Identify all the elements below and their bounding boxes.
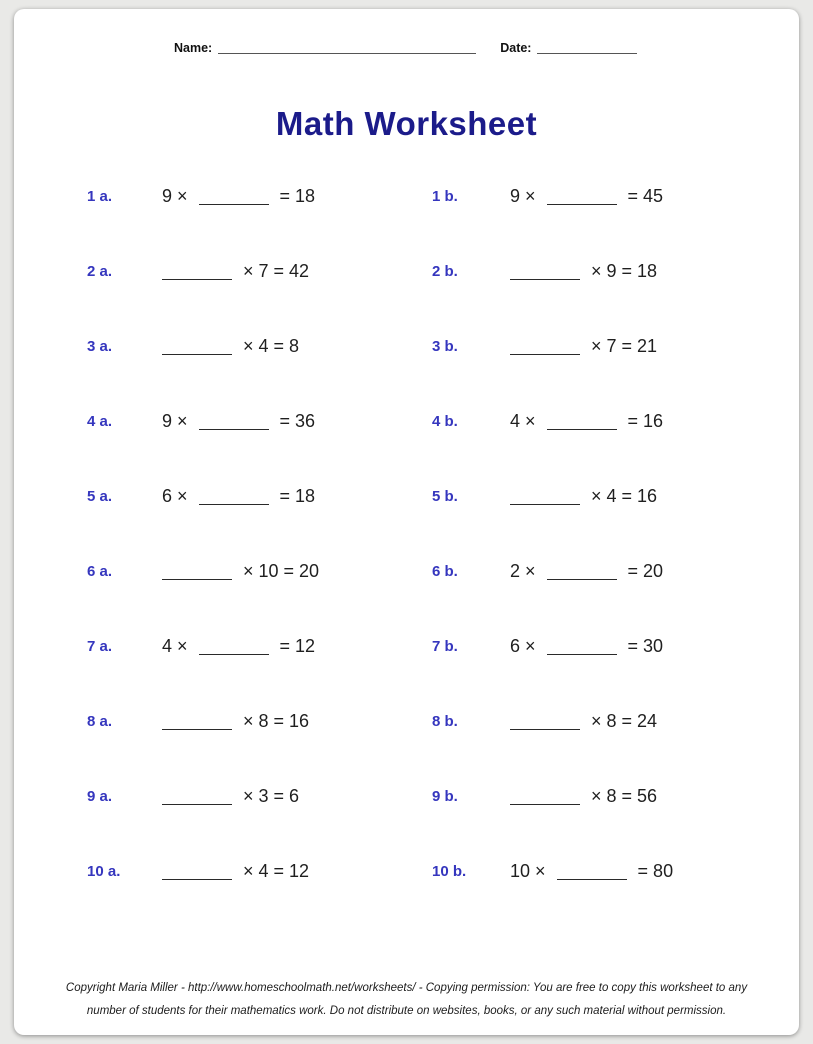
problem-number: 10 a. [87,863,121,880]
equation-suffix: × 4 = 16 [591,486,658,506]
equation-suffix: × 4 = 12 [243,861,310,881]
date-blank-line [537,50,637,54]
equation-suffix: × 7 = 42 [243,261,310,281]
answer-blank [547,650,617,655]
problem-equation [162,636,432,657]
equation-suffix: = 18 [279,486,316,506]
problem-number: 7 b. [432,638,458,655]
equation-suffix: × 10 = 20 [243,561,320,581]
equation-suffix: = 80 [637,861,674,881]
equation-suffix: = 16 [627,411,664,431]
equation-prefix: 2 × [510,561,536,581]
problem-number: 5 a. [87,488,113,505]
equation-suffix: × 8 = 56 [591,786,658,806]
equation-prefix: 6 × [510,636,536,656]
equation-suffix: × 8 = 16 [243,711,310,731]
problem-equation [162,486,432,507]
equation-suffix: × 8 = 24 [591,711,658,731]
equation-prefix: 4 × [162,636,188,656]
problem-equation [510,186,799,207]
equation-suffix: = 30 [627,636,664,656]
problem-number: 6 b. [432,563,458,580]
problem-equation [162,861,432,882]
equation-prefix: 9 × [162,411,188,431]
problem-number: 8 a. [87,713,113,730]
problem-equation [162,186,432,207]
problem-equation [162,786,432,807]
copyright-footer [14,977,799,1022]
equation-suffix: = 36 [279,411,316,431]
problem-equation [510,261,799,282]
equation-prefix: 4 × [510,411,536,431]
problem-number: 2 b. [432,263,458,280]
name-blank-line [218,50,476,54]
answer-blank [199,500,269,505]
problem-number: 6 a. [87,563,113,580]
problem-number: 8 b. [432,713,458,730]
equation-prefix: 9 × [162,186,188,206]
problem-number: 2 a. [87,263,113,280]
problem-number: 7 a. [87,638,113,655]
answer-blank [162,350,232,355]
problem-number: 3 a. [87,338,113,355]
problem-equation [510,861,799,882]
problem-equation [510,411,799,432]
problem-equation [510,486,799,507]
problem-equation [510,336,799,357]
answer-blank [162,875,232,880]
answer-blank [510,350,580,355]
problem-equation [510,561,799,582]
problems-grid [14,159,799,909]
equation-suffix: × 4 = 8 [243,336,300,356]
problem-number: 1 a. [87,188,113,205]
copyright-line-1: Copyright Maria Miller - http://www.homeschoolmath.net/worksheets/ - Copying permission: You are free to copy this worksheet to any [65,982,748,995]
worksheet-page [14,9,799,1035]
problem-number: 3 b. [432,338,458,355]
answer-blank [162,800,232,805]
equation-suffix: = 12 [279,636,316,656]
equation-suffix: = 45 [627,186,664,206]
problem-equation [162,411,432,432]
answer-blank [510,275,580,280]
problem-equation [510,786,799,807]
problem-number: 9 a. [87,788,113,805]
problem-number: 1 b. [432,188,458,205]
equation-suffix: × 7 = 21 [591,336,658,356]
problem-equation [162,711,432,732]
problem-equation [162,261,432,282]
equation-suffix: × 9 = 18 [591,261,658,281]
equation-prefix: 10 × [510,861,546,881]
equation-suffix: = 18 [279,186,316,206]
answer-blank [510,800,580,805]
equation-suffix: × 3 = 6 [243,786,300,806]
answer-blank [162,725,232,730]
date-label: Date: [500,41,532,55]
problem-number: 5 b. [432,488,458,505]
answer-blank [199,650,269,655]
equation-prefix: 6 × [162,486,188,506]
problem-number: 10 b. [432,863,467,880]
answer-blank [199,425,269,430]
answer-blank [162,275,232,280]
answer-blank [162,575,232,580]
answer-blank [547,200,617,205]
problem-equation [162,336,432,357]
answer-blank [557,875,627,880]
worksheet-title: Math Worksheet [275,105,538,142]
name-label: Name: [174,41,213,55]
answer-blank [547,575,617,580]
problem-equation [510,711,799,732]
answer-blank [510,500,580,505]
name-date-row [14,41,799,55]
problem-equation [162,561,432,582]
equation-suffix: = 20 [627,561,664,581]
answer-blank [547,425,617,430]
problem-equation [510,636,799,657]
equation-prefix: 9 × [510,186,536,206]
answer-blank [510,725,580,730]
problem-number: 4 a. [87,413,113,430]
problem-number: 4 b. [432,413,458,430]
copyright-line-2: number of students for their mathematics work. Do not distribute on websites, books, or any such material without permission. [86,1004,727,1017]
problem-number: 9 b. [432,788,458,805]
answer-blank [199,200,269,205]
